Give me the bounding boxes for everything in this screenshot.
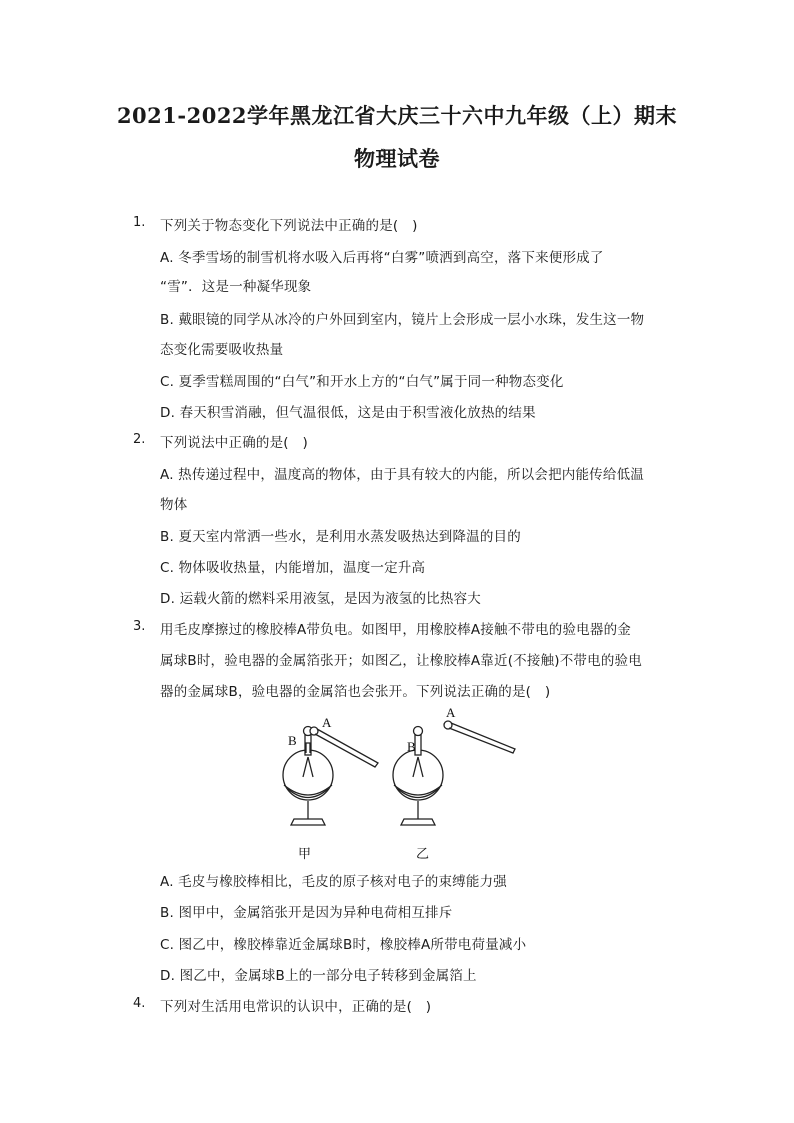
label-b-right: B	[407, 739, 416, 754]
option-a-continued: 物体	[160, 497, 188, 513]
label-a-right: A	[446, 705, 456, 720]
option-c: C. 图乙中，橡胶棒靠近金属球B时，橡胶棒A所带电荷量减小	[160, 937, 527, 953]
option-a: A. 冬季雪场的制雪机将水吸入后再将“白雾”喷洒到高空，落下来便形成了	[160, 250, 604, 266]
foil-right-1	[413, 757, 418, 777]
title-line-2: 物理试卷	[354, 146, 440, 171]
electroscope-right-stand	[401, 819, 435, 825]
question-stem-line-2: 属球B时，验电器的金属箔张开；如图乙，让橡胶棒A靠近(不接触)不带电的验电	[160, 653, 642, 669]
electroscope-right-rod	[415, 735, 421, 755]
question-stem: 下列说法中正确的是( )	[160, 435, 308, 451]
option-c: C. 夏季雪糕周围的“白气”和开水上方的“白气”属于同一种物态变化	[160, 374, 564, 390]
option-c: C. 物体吸收热量，内能增加，温度一定升高	[160, 560, 426, 576]
foil-left-1	[303, 757, 308, 777]
label-a-left: A	[322, 715, 332, 730]
option-d: D. 图乙中，金属球B上的一部分电子转移到金属箔上	[160, 968, 477, 984]
option-d: D. 春天积雪消融，但气温很低，这是由于积雪液化放热的结果	[160, 405, 536, 421]
foil-left-2	[308, 757, 313, 777]
title-line-1: 2021-2022学年黑龙江省大庆三十六中九年级（上）期末	[116, 103, 678, 128]
question-number: 3.	[133, 619, 146, 634]
rubber-rod-tip-right	[444, 721, 452, 729]
option-b: B. 夏天室内常洒一些水，是利用水蒸发吸热达到降温的目的	[160, 529, 521, 545]
question-stem-line-1: 用毛皮摩擦过的橡胶棒A带负电。如图甲，用橡胶棒A接触不带电的验电器的金	[160, 622, 631, 638]
rubber-rod-right	[449, 723, 515, 753]
option-b: B. 图甲中，金属箔张开是因为异种电荷相互排斥	[160, 905, 453, 921]
question-number: 1.	[133, 215, 146, 230]
metal-ball-right	[414, 727, 423, 736]
question-stem: 下列关于物态变化下列说法中正确的是( )	[160, 218, 418, 234]
question-stem-line-3: 器的金属球B，验电器的金属箔也会张开。下列说法正确的是( )	[160, 684, 551, 700]
electroscope-left-stand	[291, 819, 325, 825]
option-a: A. 热传递过程中，温度高的物体，由于具有较大的内能，所以会把内能传给低温	[160, 467, 644, 483]
question-number: 4.	[133, 996, 146, 1011]
electroscope-figure	[270, 705, 530, 865]
label-b-left: B	[288, 733, 297, 748]
question-number: 2.	[133, 432, 146, 447]
option-d: D. 运载火箭的燃料采用液氢，是因为液氢的比热容大	[160, 591, 481, 607]
foil-right-2	[418, 757, 423, 777]
option-a: A. 毛皮与橡胶棒相比，毛皮的原子核对电子的束缚能力强	[160, 874, 507, 890]
caption-left: 甲	[298, 847, 312, 862]
question-stem: 下列对生活用电常识的认识中，正确的是( )	[160, 999, 432, 1015]
option-b: B. 戴眼镜的同学从冰冷的户外回到室内，镜片上会形成一层小水珠，发生这一物	[160, 312, 645, 328]
rubber-rod-tip-left	[310, 727, 318, 735]
option-a-continued: “雪”．这是一种凝华现象	[160, 279, 312, 295]
caption-right: 乙	[416, 847, 430, 862]
rubber-rod-left	[315, 729, 378, 767]
electroscope-diagram	[270, 705, 530, 865]
option-b-continued: 态变化需要吸收热量	[160, 342, 284, 358]
